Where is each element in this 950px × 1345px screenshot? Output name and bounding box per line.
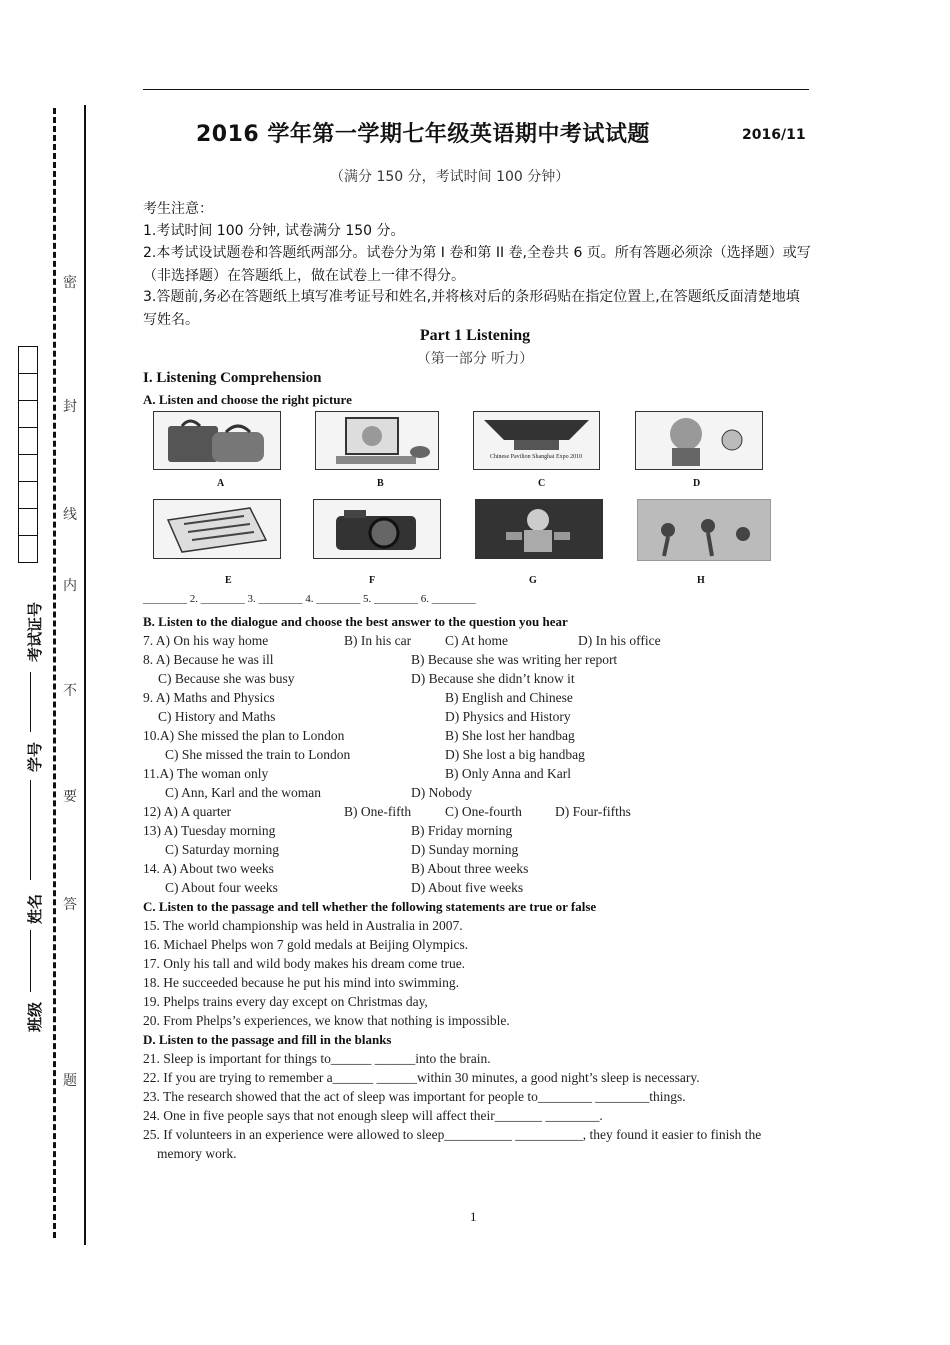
- fill-item: memory work.: [157, 1146, 237, 1161]
- fill-item: 22. If you are trying to remember a______ ______within 30 minutes, a good night’s sleep is necessary.: [143, 1070, 700, 1085]
- picture-label: B: [377, 478, 384, 489]
- tf-item: 20. From Phelps’s experiences, we know that nothing is impossible.: [143, 1013, 510, 1028]
- answer-blanks: ________ 2. ________ 3. ________ 4. ________ 5. ________ 6. ________: [143, 593, 476, 605]
- tf-item: 18. He succeeded because he put his mind into swimming.: [143, 975, 460, 990]
- q10-b: B) She lost her handbag: [445, 728, 575, 743]
- q13-d: D) Sunday morning: [411, 842, 519, 857]
- q10-c: C) She missed the train to London: [165, 747, 351, 762]
- q14-a: 14. A) About two weeks: [143, 861, 274, 876]
- seal-char: 线: [63, 507, 77, 523]
- q14-b: B) About three weeks: [411, 861, 529, 876]
- binding-dashed-line: [53, 108, 56, 1238]
- notice-heading: 考生注意：: [143, 201, 213, 217]
- picture-robot: [475, 499, 603, 559]
- binding-solid-line: [84, 105, 86, 1245]
- robot-icon: [476, 500, 602, 558]
- picture-luggage: [153, 411, 281, 470]
- picture-sports: [637, 499, 771, 561]
- tf-item: 17. Only his tall and wild body makes his dream come true.: [143, 956, 466, 971]
- seal-char: 内: [63, 578, 77, 594]
- picture-label: G: [529, 575, 537, 586]
- seal-char: 封: [63, 399, 77, 415]
- q8-d: D) Because she didn’t know it: [411, 671, 575, 686]
- section-title: I. Listening Comprehension: [143, 370, 322, 386]
- q8-b: B) Because she was writing her report: [411, 652, 618, 667]
- q9-c: C) History and Maths: [158, 709, 276, 724]
- tf-item: 16. Michael Phelps won 7 gold medals at Beijing Olympics.: [143, 937, 469, 952]
- exam-id-label: 考试证号: [26, 601, 44, 662]
- picture-camera: [313, 499, 441, 559]
- luggage-icon: [154, 412, 280, 469]
- q12-a: 12) A) A quarter: [143, 804, 232, 819]
- header-rule: [143, 89, 809, 90]
- q7-c: C) At home: [445, 633, 508, 648]
- q10-a: 10.A) She missed the plan to London: [143, 728, 345, 743]
- page-number: 1: [470, 1209, 477, 1224]
- fill-item: 25. If volunteers in an experience were allowed to sleep__________ __________, they found it easier to finish the: [143, 1127, 762, 1142]
- q11-c: C) Ann, Karl and the woman: [165, 785, 321, 800]
- class-label: 班级: [26, 1001, 44, 1032]
- camera-icon: [314, 500, 440, 558]
- part-subtitle: （第一部分 听力）: [416, 351, 534, 367]
- cartoon-boy-icon: [636, 412, 762, 469]
- picture-label: A: [217, 478, 225, 489]
- seal-char: 题: [63, 1073, 77, 1089]
- picture-label: D: [693, 478, 701, 489]
- subsection-title: B. Listen to the dialogue and choose the best answer to the question you hear: [143, 614, 568, 629]
- notice-item: 1.考试时间 100 分钟, 试卷满分 150 分。: [143, 223, 405, 239]
- seal-char: 答: [63, 897, 77, 913]
- q11-b: B) Only Anna and Karl: [445, 766, 571, 781]
- q7-d: D) In his office: [578, 633, 661, 648]
- q14-d: D) About five weeks: [411, 880, 524, 895]
- exam-id-boxes: [18, 346, 38, 563]
- student-no-label: 学号: [26, 741, 44, 772]
- q10-d: D) She lost a big handbag: [445, 747, 585, 762]
- newspaper-icon: [154, 500, 280, 558]
- exam-date: 2016/11: [742, 127, 806, 143]
- fill-item: 23. The research showed that the act of sleep was important for people to________ ________things.: [143, 1089, 686, 1104]
- pavilion-caption: Chinese Pavilion Shanghai Expo 2010: [489, 454, 583, 460]
- q7-a: 7. A) On his way home: [143, 633, 269, 648]
- picture-computer: [315, 411, 439, 470]
- q8-a: 8. A) Because he was ill: [143, 652, 274, 667]
- sports-players-icon: [638, 500, 770, 560]
- seal-char: 要: [63, 789, 77, 805]
- seal-char: 密: [63, 275, 77, 291]
- subsection-title: C. Listen to the passage and tell whether the following statements are true or false: [143, 899, 597, 914]
- name-underline: [30, 930, 31, 992]
- notice-item: 3.答题前,务必在答题纸上填写准考证号和姓名,并将核对后的条形码贴在指定位置上,在答题纸反面清楚地填写姓名。: [143, 289, 800, 328]
- exam-subtitle: （满分 150 分，考试时间 100 分钟）: [330, 169, 570, 185]
- name-label: 姓名: [26, 893, 44, 924]
- subsection-title: D. Listen to the passage and fill in the blanks: [143, 1032, 392, 1047]
- q9-d: D) Physics and History: [445, 709, 571, 724]
- q13-c: C) Saturday morning: [165, 842, 279, 857]
- exam-id-underline: [30, 672, 31, 732]
- computer-icon: [316, 412, 438, 469]
- picture-pavilion: [473, 411, 600, 470]
- picture-label: E: [225, 575, 232, 586]
- q9-a: 9. A) Maths and Physics: [143, 690, 275, 705]
- student-no-underline: [30, 780, 31, 880]
- q9-b: B) English and Chinese: [445, 690, 573, 705]
- q11-a: 11.A) The woman only: [143, 766, 269, 781]
- page-title: 2016 学年第一学期七年级英语期中考试试题: [196, 122, 650, 147]
- picture-cartoon-boy: [635, 411, 763, 470]
- q12-d: D) Four-fifths: [555, 804, 631, 819]
- q12-b: B) One-fifth: [344, 804, 412, 819]
- picture-label: H: [697, 575, 705, 586]
- q7-b: B) In his car: [344, 633, 412, 648]
- picture-newspaper: [153, 499, 281, 559]
- tf-item: 19. Phelps trains every day except on Christmas day,: [143, 994, 428, 1009]
- fill-item: 24. One in five people says that not enough sleep will affect their_______ ________.: [143, 1108, 603, 1123]
- q8-c: C) Because she was busy: [158, 671, 295, 686]
- picture-label: C: [538, 478, 546, 489]
- q12-c: C) One-fourth: [445, 804, 522, 819]
- fill-item: 21. Sleep is important for things to______ ______into the brain.: [143, 1051, 491, 1066]
- tf-item: 15. The world championship was held in Australia in 2007.: [143, 918, 463, 933]
- picture-label: F: [369, 575, 376, 586]
- q11-d: D) Nobody: [411, 785, 473, 800]
- part-title: Part 1 Listening: [419, 327, 531, 344]
- pavilion-icon: [474, 412, 599, 469]
- q14-c: C) About four weeks: [165, 880, 278, 895]
- q13-a: 13) A) Tuesday morning: [143, 823, 276, 838]
- q13-b: B) Friday morning: [411, 823, 513, 838]
- notice-item: 2.本考试设试题卷和答题纸两部分。试卷分为第 I 卷和第 II 卷,全卷共 6 页。所有答题必须涂（选择题）或写（非选择题）在答题纸上，做在试卷上一律不得分。: [143, 245, 811, 284]
- seal-char: 不: [63, 683, 77, 699]
- subsection-title: A. Listen and choose the right picture: [143, 392, 352, 407]
